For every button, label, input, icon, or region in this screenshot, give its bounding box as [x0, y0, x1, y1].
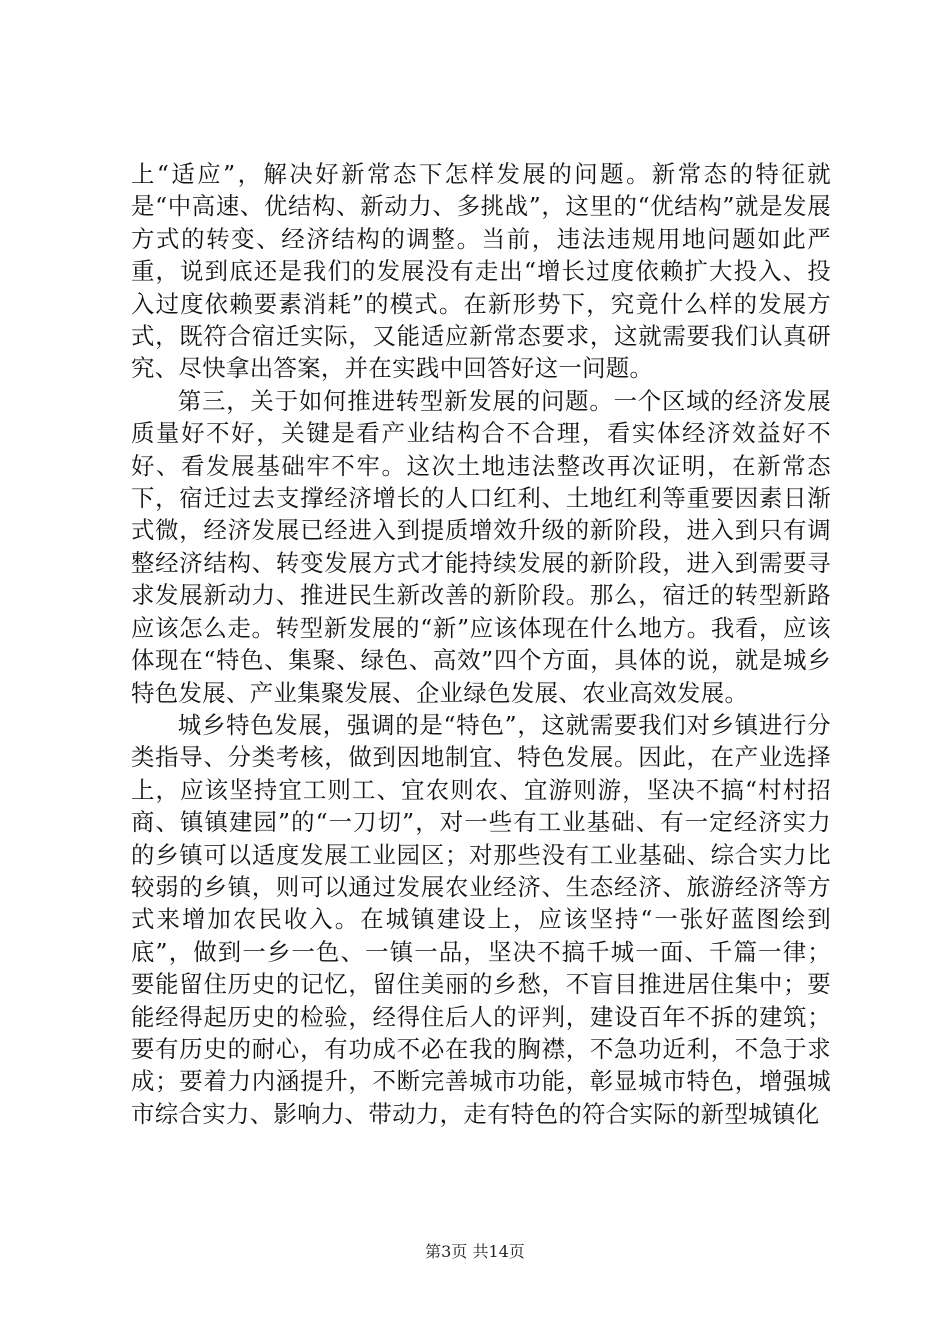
page-footer: 第3页 共14页: [425, 1242, 525, 1261]
paragraph: 上“适应”，解决好新常态下怎样发展的问题。新常态的特征就是“中高速、优结构、新动力、多挑战”，这里的“优结构”就是发展方式的转变、经济结构的调整。当前，违法违规用地问题如此严重，说到底还是我们的发展没有走出“增长过度依赖扩大投入、投入过度依赖要素消耗”的模式。在新形势下，究竟什么样的发展方式，既符合宿迁实际，又能适应新常态要求，这就需要我们认真研究、尽快拿出答案，并在实践中回答好这一问题。: [131, 160, 831, 383]
paragraph: 城乡特色发展，强调的是“特色”，这就需要我们对乡镇进行分类指导、分类考核，做到因地制宜、特色发展。因此，在产业选择上，应该坚持宜工则工、宜农则农、宜游则游，坚决不搞“村村招商、镇镇建园”的“一刀切”，对一些有工业基础、有一定经济实力的乡镇可以适度发展工业园区；对那些没有工业基础、综合实力比较弱的乡镇，则可以通过发展农业经济、生态经济、旅游经济等方式来增加农民收入。在城镇建设上，应该坚持“一张好蓝图绘到底”，做到一乡一色、一镇一品，坚决不搞千城一面、千篇一律；要能留住历史的记忆，留住美丽的乡愁，不盲目推进居住集中；要能经得起历史的检验，经得住后人的评判，建设百年不拆的建筑；要有历史的耐心，有功成不必在我的胸襟，不急功近利，不急于求成；要着力内涵提升，不断完善城市功能，彰显城市特色，增强城市综合实力、影响力、带动力，走有特色的符合实际的新型城镇化: [131, 710, 831, 1128]
body-text: [131, 158, 831, 1130]
paragraph: 第三，关于如何推进转型新发展的问题。一个区域的经济发展质量好不好，关键是看产业结构合不合理，看实体经济效益好不好、看发展基础牢不牢。这次土地违法整改再次证明，在新常态下，宿迁过去支撑经济增长的人口红利、土地红利等重要因素日渐式微，经济发展已经进入到提质增效升级的新阶段，进入到只有调整经济结构、转变发展方式才能持续发展的新阶段，进入到需要寻求发展新动力、推进民生新改善的新阶段。那么，宿迁的转型新路应该怎么走。转型新发展的“新”应该体现在什么地方。我看，应该体现在“特色、集聚、绿色、高效”四个方面，具体的说，就是城乡特色发展、产业集聚发展、企业绿色发展、农业高效发展。: [131, 386, 831, 707]
